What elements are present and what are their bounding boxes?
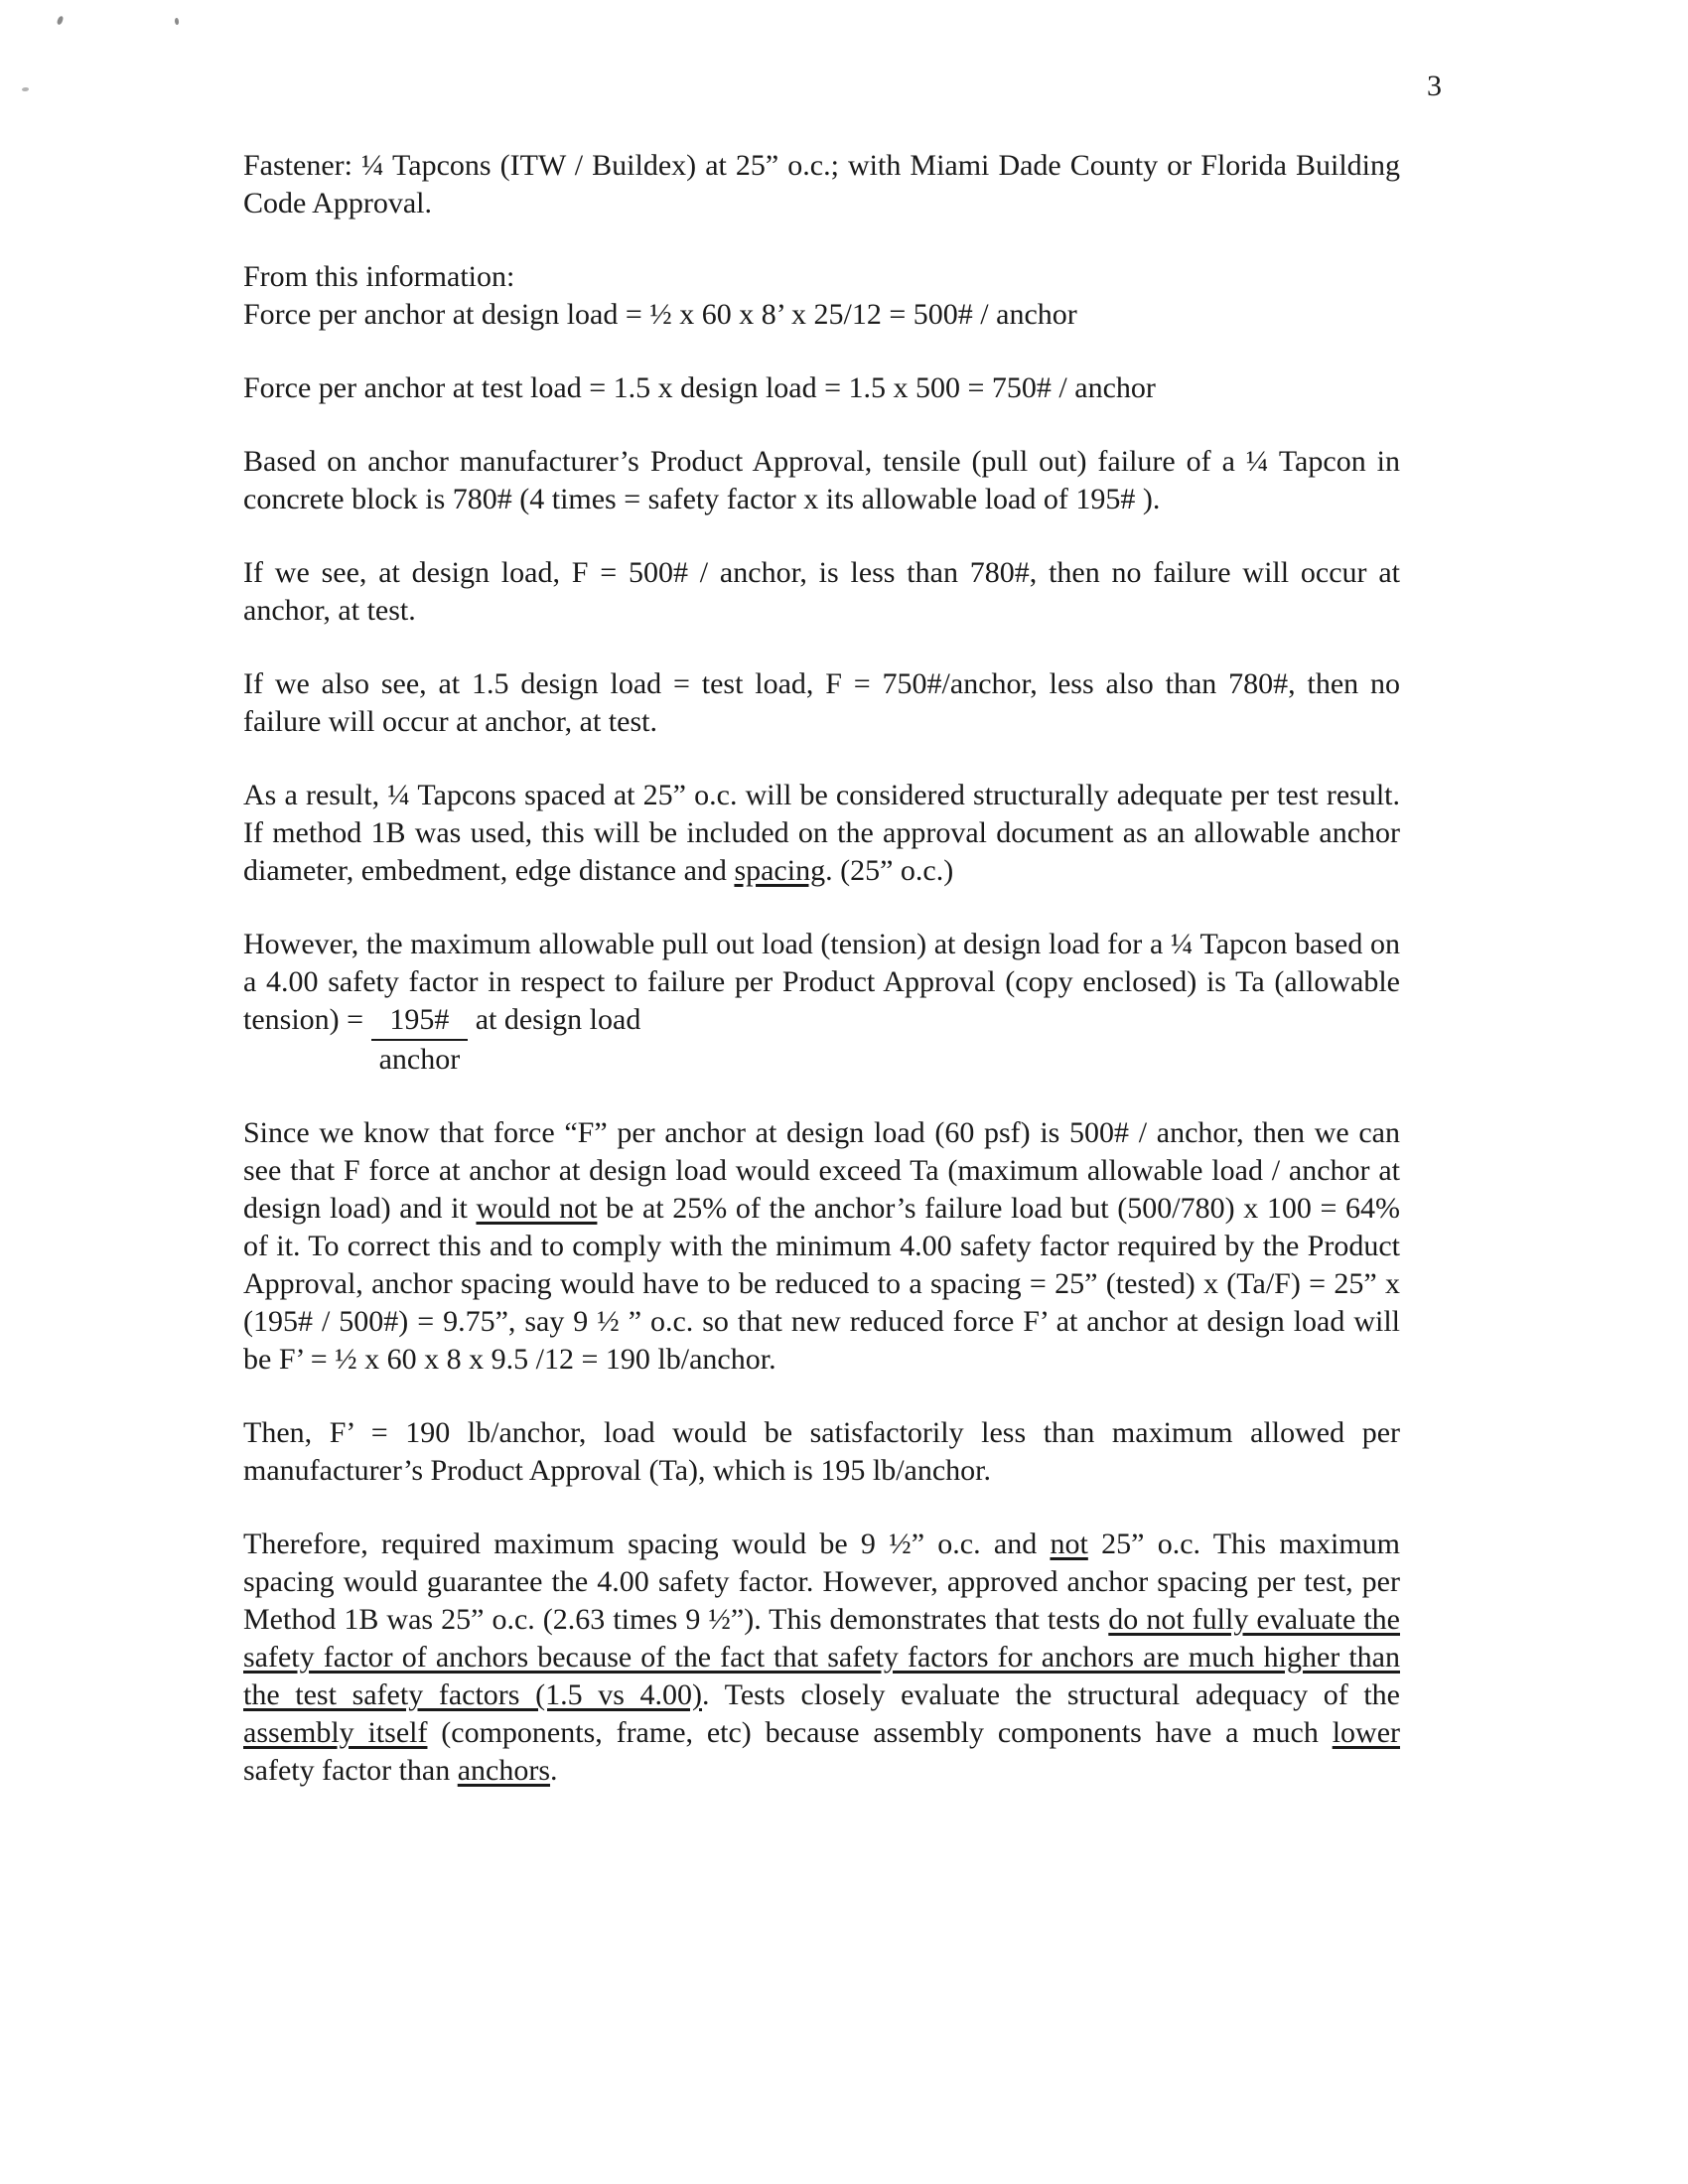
underlined-text: would not: [476, 1192, 598, 1225]
text-run: If we also see, at 1.5 design load = test load, F = 750#/anchor, less also than 780#, then no failure will occur at anchor, at test.: [243, 667, 1400, 738]
document-content: [243, 147, 1400, 1790]
paragraph: [243, 443, 1400, 518]
text-run: Fastener: ¼ Tapcons (ITW / Buildex) at 25” o.c.; with Miami Dade County or Florida Building Code Approval.: [243, 149, 1400, 219]
fraction-denominator: anchor: [378, 1043, 461, 1076]
fraction: [371, 1001, 469, 1079]
underlined-text: do not fully evaluate the safety factor of anchors because of the fact that safety factors for anchors are much higher than the test safety factors (1.5 vs 4.00): [243, 1603, 1400, 1711]
underlined-text: assembly itself: [243, 1716, 428, 1749]
text-run: at design load: [468, 1003, 641, 1036]
scan-artifact: [57, 15, 65, 25]
text-run: If we see, at design load, F = 500# / anchor, is less than 780#, then no failure will occur at anchor, at test.: [243, 556, 1400, 627]
paragraph: [243, 665, 1400, 741]
fraction-numerator: 195#: [371, 1001, 469, 1041]
text-run: . (25” o.c.): [825, 854, 954, 887]
text-run: Force per anchor at design load = ½ x 60 x 8’ x 25/12 = 500# / anchor: [243, 298, 1077, 331]
text-run: However, the maximum allowable pull out load (tension) at design load for a ¼ Tapcon based on a 4.00 safety factor in respect to failure per Product Approval (copy enclosed) is Ta (allowable tension) =: [243, 928, 1400, 1036]
text-run: Then, F’ = 190 lb/anchor, load would be satisfactorily less than maximum allowed per manufacturer’s Product Approval (Ta), which is 195 lb/anchor.: [243, 1416, 1400, 1487]
text-run: 25” o.c. This maximum spacing would guarantee the 4.00 safety factor. However, approved anchor spacing per test, per Method 1B was 25” o.c. (2.63 times 9 ½”). This demonstrates that tests: [243, 1528, 1400, 1636]
scan-artifact: [22, 87, 29, 91]
paragraph: [243, 1114, 1400, 1379]
text-run: Based on anchor manufacturer’s Product Approval, tensile (pull out) failure of a ¼ Tapcon in concrete block is 780# (4 times = safety factor x its allowable load of 195# ).: [243, 445, 1400, 515]
text-run: Therefore, required maximum spacing would be 9 ½” o.c. and: [243, 1528, 1051, 1560]
paragraph: [243, 147, 1400, 222]
text-run: be at 25% of the anchor’s failure load but (500/780) x 100 = 64% of it. To correct this and to comply with the minimum 4.00 safety factor required by the Product Approval, anchor spacing would have to be reduced to a spacing = 25” (tested) x (Ta/F) = 25” x (195# / 500#) = 9.75”, say 9 ½ ” o.c. so that new reduced force F’ at anchor at design load will be F’ = ½ x 60 x 8 x 9.5 /12 = 190 lb/anchor.: [243, 1192, 1400, 1376]
paragraph: [243, 554, 1400, 630]
text-run: .: [550, 1754, 558, 1787]
paragraph: [243, 369, 1400, 407]
underlined-text: not: [1050, 1528, 1088, 1560]
text-run: Since we know that force “F” per anchor at design load (60 psf) is 500# / anchor, then we can see that F force at anchor at design load would exceed Ta (maximum allowable load / anchor at design load) and it: [243, 1116, 1400, 1225]
page-number: 3: [1427, 70, 1442, 102]
underlined-text: spacing: [734, 854, 826, 887]
scan-artifact: [174, 18, 179, 26]
paragraph: [243, 1526, 1400, 1790]
text-run: safety factor than: [243, 1754, 458, 1787]
paragraph: [243, 296, 1400, 334]
paragraph: [243, 1414, 1400, 1490]
paragraph: [243, 777, 1400, 890]
text-run: As a result, ¼ Tapcons spaced at 25” o.c. will be considered structurally adequate per test result. If method 1B was used, this will be included on the approval document as an allowable anchor diameter, embedment, edge distance and: [243, 779, 1400, 887]
text-run: (components, frame, etc) because assembly components have a much: [427, 1716, 1333, 1749]
text-run: From this information:: [243, 260, 515, 293]
text-run: Force per anchor at test load = 1.5 x design load = 1.5 x 500 = 750# / anchor: [243, 371, 1156, 404]
text-run: . Tests closely evaluate the structural adequacy of the: [702, 1678, 1400, 1711]
paragraph: [243, 258, 1400, 296]
underlined-text: anchors: [457, 1754, 551, 1787]
underlined-text: lower: [1332, 1716, 1401, 1749]
paragraph: [243, 926, 1400, 1079]
